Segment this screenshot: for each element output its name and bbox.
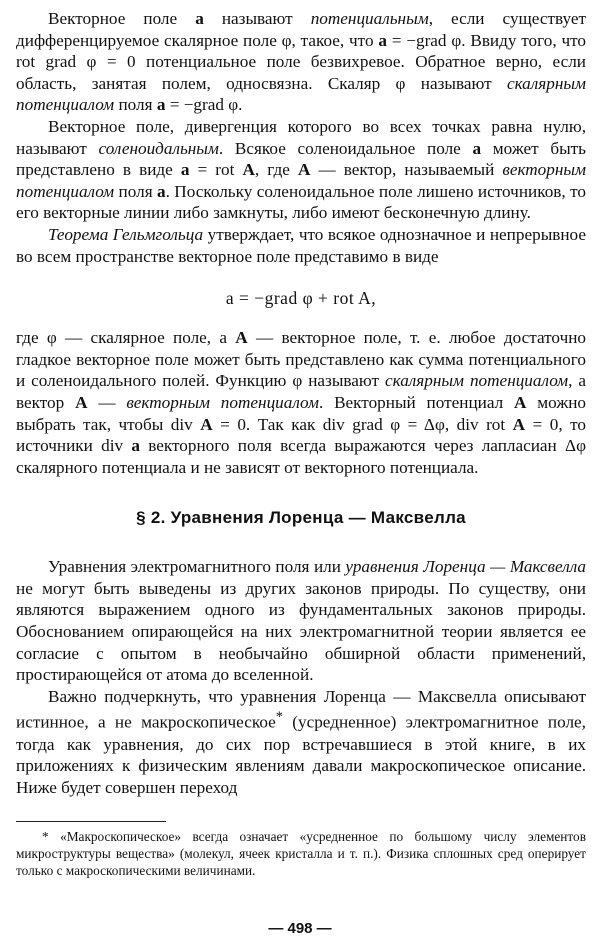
vector-symbol: a (195, 9, 204, 28)
text: может быть представлено в виде (16, 138, 586, 180)
text: = −grad φ. Ввиду того, что rot grad φ = 0 потенциальное поле безвихревое. Обратное верно, если область, занятая полем, односвязна. Скаляр φ называют (16, 30, 586, 93)
term-italic: соленоидальным (98, 138, 219, 158)
text: . Всякое соленоидальное поле (218, 138, 473, 158)
vector-symbol: a (156, 95, 166, 115)
text: поля (114, 181, 158, 201)
vector-symbol: A (297, 160, 311, 180)
text: , а вектор (16, 371, 586, 412)
vector-symbol: a (472, 138, 482, 158)
footnote-divider (16, 821, 166, 822)
text: Важно подчеркнуть, что уравнения Лоренца — Максвелла описывают истинное, а не макроскопическое (16, 686, 586, 733)
term-italic: векторным потенциалом (16, 160, 586, 201)
term-italic: скалярным потенциалом (16, 73, 586, 115)
term-italic: Теорема Гельмгольца (48, 224, 204, 244)
vector-symbol: a (378, 30, 387, 50)
term-italic: векторным потенциалом (126, 392, 319, 412)
vector-symbol: A (512, 414, 526, 434)
text: Векторное поле (48, 9, 196, 28)
text: где φ — скалярное поле, а (16, 328, 236, 348)
text: = 0. Так как div grad φ = Δφ, div rot (212, 414, 513, 434)
helmholtz-formula: a = −grad φ + rot A, (225, 288, 377, 309)
section-heading: § 2. Уравнения Лоренца — Максвелла (136, 508, 466, 528)
paragraph-solenoidal-field (16, 116, 586, 224)
vector-symbol: a (180, 160, 190, 180)
vector-symbol: A (235, 328, 248, 348)
text: , где (254, 160, 298, 180)
paragraph-potential-field (16, 8, 586, 116)
vector-symbol: A (514, 392, 527, 412)
text: Векторное поле, дивергенция которого во всех точках равна нулю, называют (16, 116, 586, 158)
text: — векторное поле, т. е. любое достаточно гладкое векторное поле может быть представлено как сумма потенциального и соленоидального полей. Функцию φ называют (16, 328, 587, 391)
text: , если существует дифференцируемое скалярное поле φ, такое, что (16, 9, 586, 50)
vector-symbol: a (131, 436, 140, 456)
text: . Поскольку соленоидальное поле лишено источников, то его векторные линии либо замкнуты, либо имеют бесконечную длину. (16, 181, 586, 223)
page-body (16, 8, 586, 879)
paragraph-helmholtz-theorem (16, 224, 586, 267)
vector-symbol: A (75, 392, 88, 412)
vector-symbol: a (157, 181, 166, 201)
text: = rot (189, 160, 243, 180)
text: (усредненное) электромагнитное поле, тогда как уравнения, до сих пор встречавшиеся в этой книге, в их приложениях к физическим явлениям давали макроскопическое описание. Ниже будет совершен переход (16, 713, 586, 797)
text: — (87, 392, 127, 412)
term-italic: потенциальным (310, 9, 429, 28)
text: не могут быть выведены из других законов природы. По существу, они являются выражением одного из фундаментальных законов природы. Обоснованием опирающейся на них электромагнитной теории является ее согласие с опытом в необычайно обширной области применений, простирающейся от атома до вселенной. (16, 578, 586, 685)
text: утверждает, что всякое однозначное и непрерывное во всем пространстве векторное поле представимо в виде (16, 224, 586, 266)
vector-symbol: A (242, 160, 255, 180)
footnote: * «Макроскопическое» всегда означает «усредненное по большому числу элементов микроструктуры вещества» (молекул, ячеек кристалла и т. п.). Физика сплошных сред оперирует только с макроскопическими величинами. (16, 828, 586, 878)
paragraph-potentials (16, 327, 586, 478)
text: = 0, то источники div (16, 414, 587, 456)
text: — вектор, называемый (310, 160, 503, 180)
text: . Векторный потенциал (318, 392, 515, 412)
text: Уравнения электромагнитного поля или (48, 557, 346, 577)
paragraph-maxwell-equations (16, 556, 586, 686)
term-italic: уравнения Лоренца — Максвелла (345, 557, 586, 577)
text: поля (114, 95, 157, 115)
text: векторного поля всегда выражаются через лапласиан Δφ скалярного потенциала и не зависят от векторного потенциала. (16, 436, 587, 477)
paragraph-microscopic-field (16, 686, 586, 799)
page-number: — 498 — (268, 920, 332, 937)
footnote-marker: * (275, 709, 283, 726)
vector-symbol: A (200, 414, 213, 434)
term-italic: скалярным потенциалом (384, 371, 569, 391)
text: называют (203, 9, 311, 28)
text: = −grad φ. (165, 95, 243, 115)
text: можно выбрать так, чтобы div (16, 392, 587, 434)
